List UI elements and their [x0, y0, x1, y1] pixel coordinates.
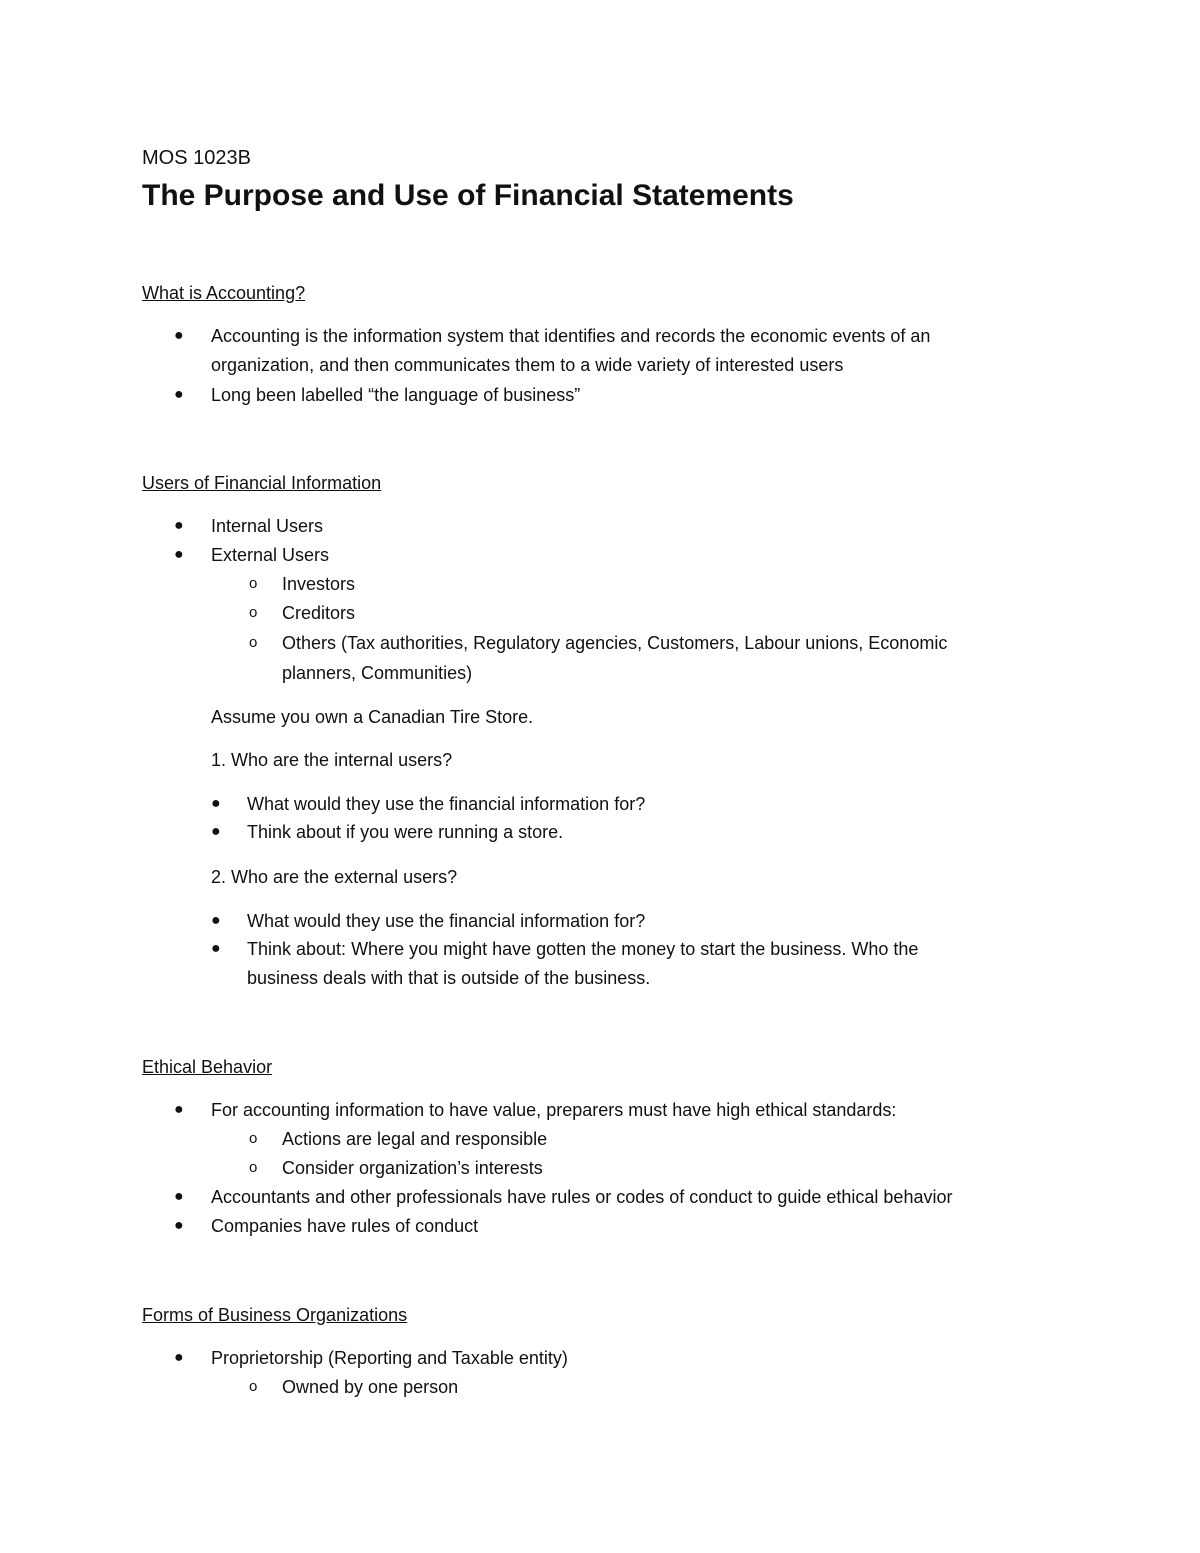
sub-list-item-text: Owned by one person	[282, 1377, 459, 1397]
list-item-text: Internal Users	[211, 516, 324, 536]
list-item-text: Accountants and other professionals have rules or codes of conduct to guide ethical behavior	[211, 1187, 953, 1207]
list-item-text: Companies have rules of conduct	[211, 1216, 479, 1236]
course-code: MOS 1023B	[142, 147, 251, 169]
sub-list-item-text: Consider organization’s interests	[282, 1158, 543, 1178]
list-item-text: Long been labelled “the language of business”	[211, 385, 581, 405]
bullet-icon: ●	[174, 386, 184, 403]
list-item-text: organization, and then communicates them to a wide variety of interested users	[211, 355, 844, 375]
list-item-text: What would they use the financial information for?	[247, 794, 646, 814]
page-title: The Purpose and Use of Financial Statements	[142, 179, 794, 212]
sub-bullet-icon: o	[249, 1378, 258, 1395]
section-heading-ethics: Ethical Behavior	[142, 1057, 273, 1077]
question: 1. Who are the internal users?	[211, 750, 453, 770]
bullet-icon: ●	[174, 1188, 184, 1205]
list-item-text: What would they use the financial information for?	[247, 911, 646, 931]
bullet-icon: ●	[211, 912, 221, 929]
bullet-icon: ●	[174, 546, 184, 563]
list-item-text: For accounting information to have value, preparers must have high ethical standards:	[211, 1100, 897, 1120]
list-item-text: business deals with that is outside of the business.	[247, 968, 651, 988]
list-item-text: External Users	[211, 545, 330, 565]
list-item-text: Accounting is the information system that identifies and records the economic events of an	[211, 326, 931, 346]
sub-bullet-icon: o	[249, 604, 258, 621]
list-item-text: Proprietorship (Reporting and Taxable entity)	[211, 1348, 568, 1368]
bullet-icon: ●	[174, 1101, 184, 1118]
bullet-icon: ●	[211, 940, 221, 957]
section-heading-accounting: What is Accounting?	[142, 283, 306, 303]
section-heading-forms: Forms of Business Organizations	[142, 1305, 408, 1325]
sub-bullet-icon: o	[249, 1159, 258, 1176]
bullet-icon: ●	[211, 795, 221, 812]
sub-list-item-text: Others (Tax authorities, Regulatory agencies, Customers, Labour unions, Economic	[282, 633, 948, 653]
bullet-icon: ●	[174, 517, 184, 534]
sub-list-item-text: Creditors	[282, 603, 356, 623]
sub-list-item-text: Investors	[282, 574, 356, 594]
sub-bullet-icon: o	[249, 1130, 258, 1147]
bullet-icon: ●	[174, 1217, 184, 1234]
section-heading-users: Users of Financial Information	[142, 473, 382, 493]
question: 2. Who are the external users?	[211, 867, 458, 887]
bullet-icon: ●	[174, 327, 184, 344]
sub-list-item-text: planners, Communities)	[282, 663, 473, 683]
bullet-icon: ●	[174, 1349, 184, 1366]
list-item-text: Think about: Where you might have gotten the money to start the business. Who the	[247, 939, 919, 959]
sub-bullet-icon: o	[249, 634, 258, 651]
paragraph: Assume you own a Canadian Tire Store.	[211, 707, 534, 727]
sub-bullet-icon: o	[249, 575, 258, 592]
list-item-text: Think about if you were running a store.	[247, 822, 564, 842]
sub-list-item-text: Actions are legal and responsible	[282, 1129, 548, 1149]
bullet-icon: ●	[211, 823, 221, 840]
